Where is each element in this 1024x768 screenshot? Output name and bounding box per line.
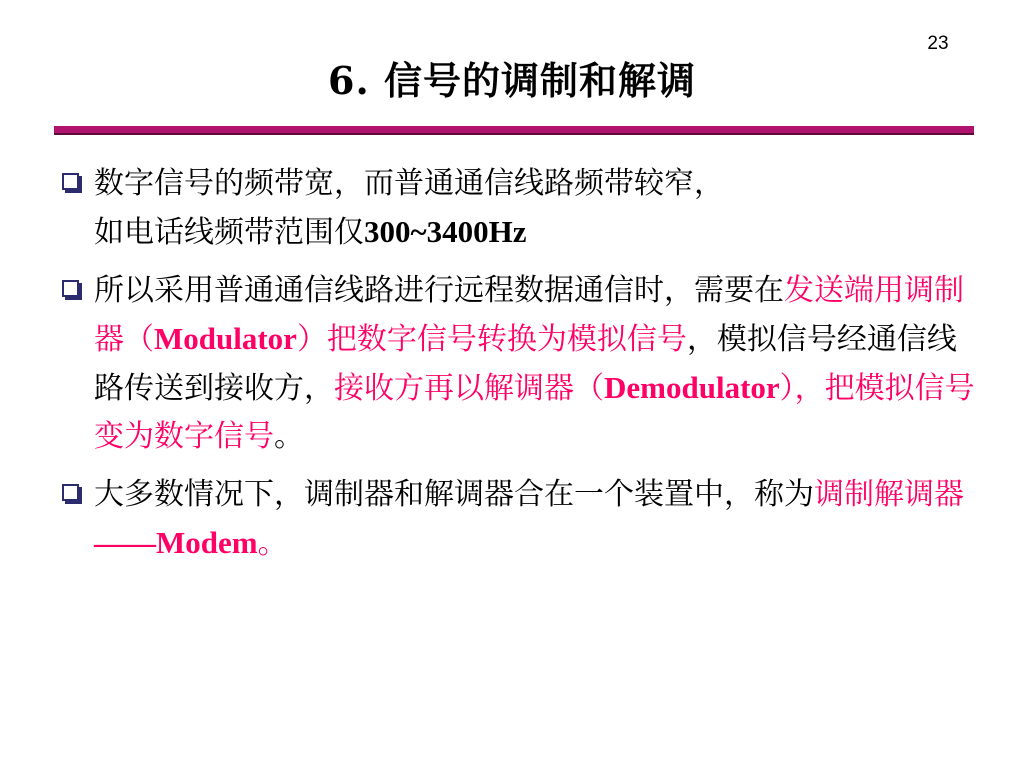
- title-divider: [54, 126, 974, 133]
- highlight-term: Modulator: [154, 321, 297, 356]
- highlight-text: ）把数字信号转换为模拟信号: [296, 322, 687, 357]
- bullet-text: 如电话线频带范围仅: [94, 215, 364, 250]
- bullet-list: [56, 160, 976, 578]
- highlight-text: ），把模拟信号变为数字信号: [94, 371, 975, 454]
- bullet-text: 大多数情况下，调制器和解调器合在一个装置中，称为: [94, 477, 814, 512]
- bullet-item: [56, 471, 976, 568]
- bullet-item: [56, 267, 976, 461]
- checkbox-square-icon: [62, 173, 79, 190]
- bullet-item: [56, 160, 976, 257]
- highlight-text: 调制解调器: [814, 477, 964, 512]
- highlight-text: 接收方再以解调器（: [334, 371, 604, 406]
- highlight-text: 。: [257, 526, 288, 561]
- bullet-text: 数字信号的频带宽，而普通通信线路频带较窄，: [94, 166, 724, 201]
- bullet-text: 。: [274, 419, 304, 454]
- bullet-text: ，模拟信号经通信线路传送到接收方，: [94, 322, 957, 406]
- checkbox-square-icon: [62, 484, 79, 501]
- frequency-range: 300~3400Hz: [364, 214, 527, 249]
- highlight-text: 发送端用调制器（: [94, 273, 964, 357]
- bullet-text: 所以采用普通通信线路进行远程数据通信时，需要在: [94, 273, 784, 308]
- highlight-term: ——Modem: [94, 525, 258, 560]
- highlight-term: Demodulator: [604, 370, 780, 405]
- checkbox-square-icon: [62, 280, 79, 297]
- page-number: 23: [927, 33, 949, 54]
- slide-title: 6. 信号的调制和解调: [328, 58, 696, 103]
